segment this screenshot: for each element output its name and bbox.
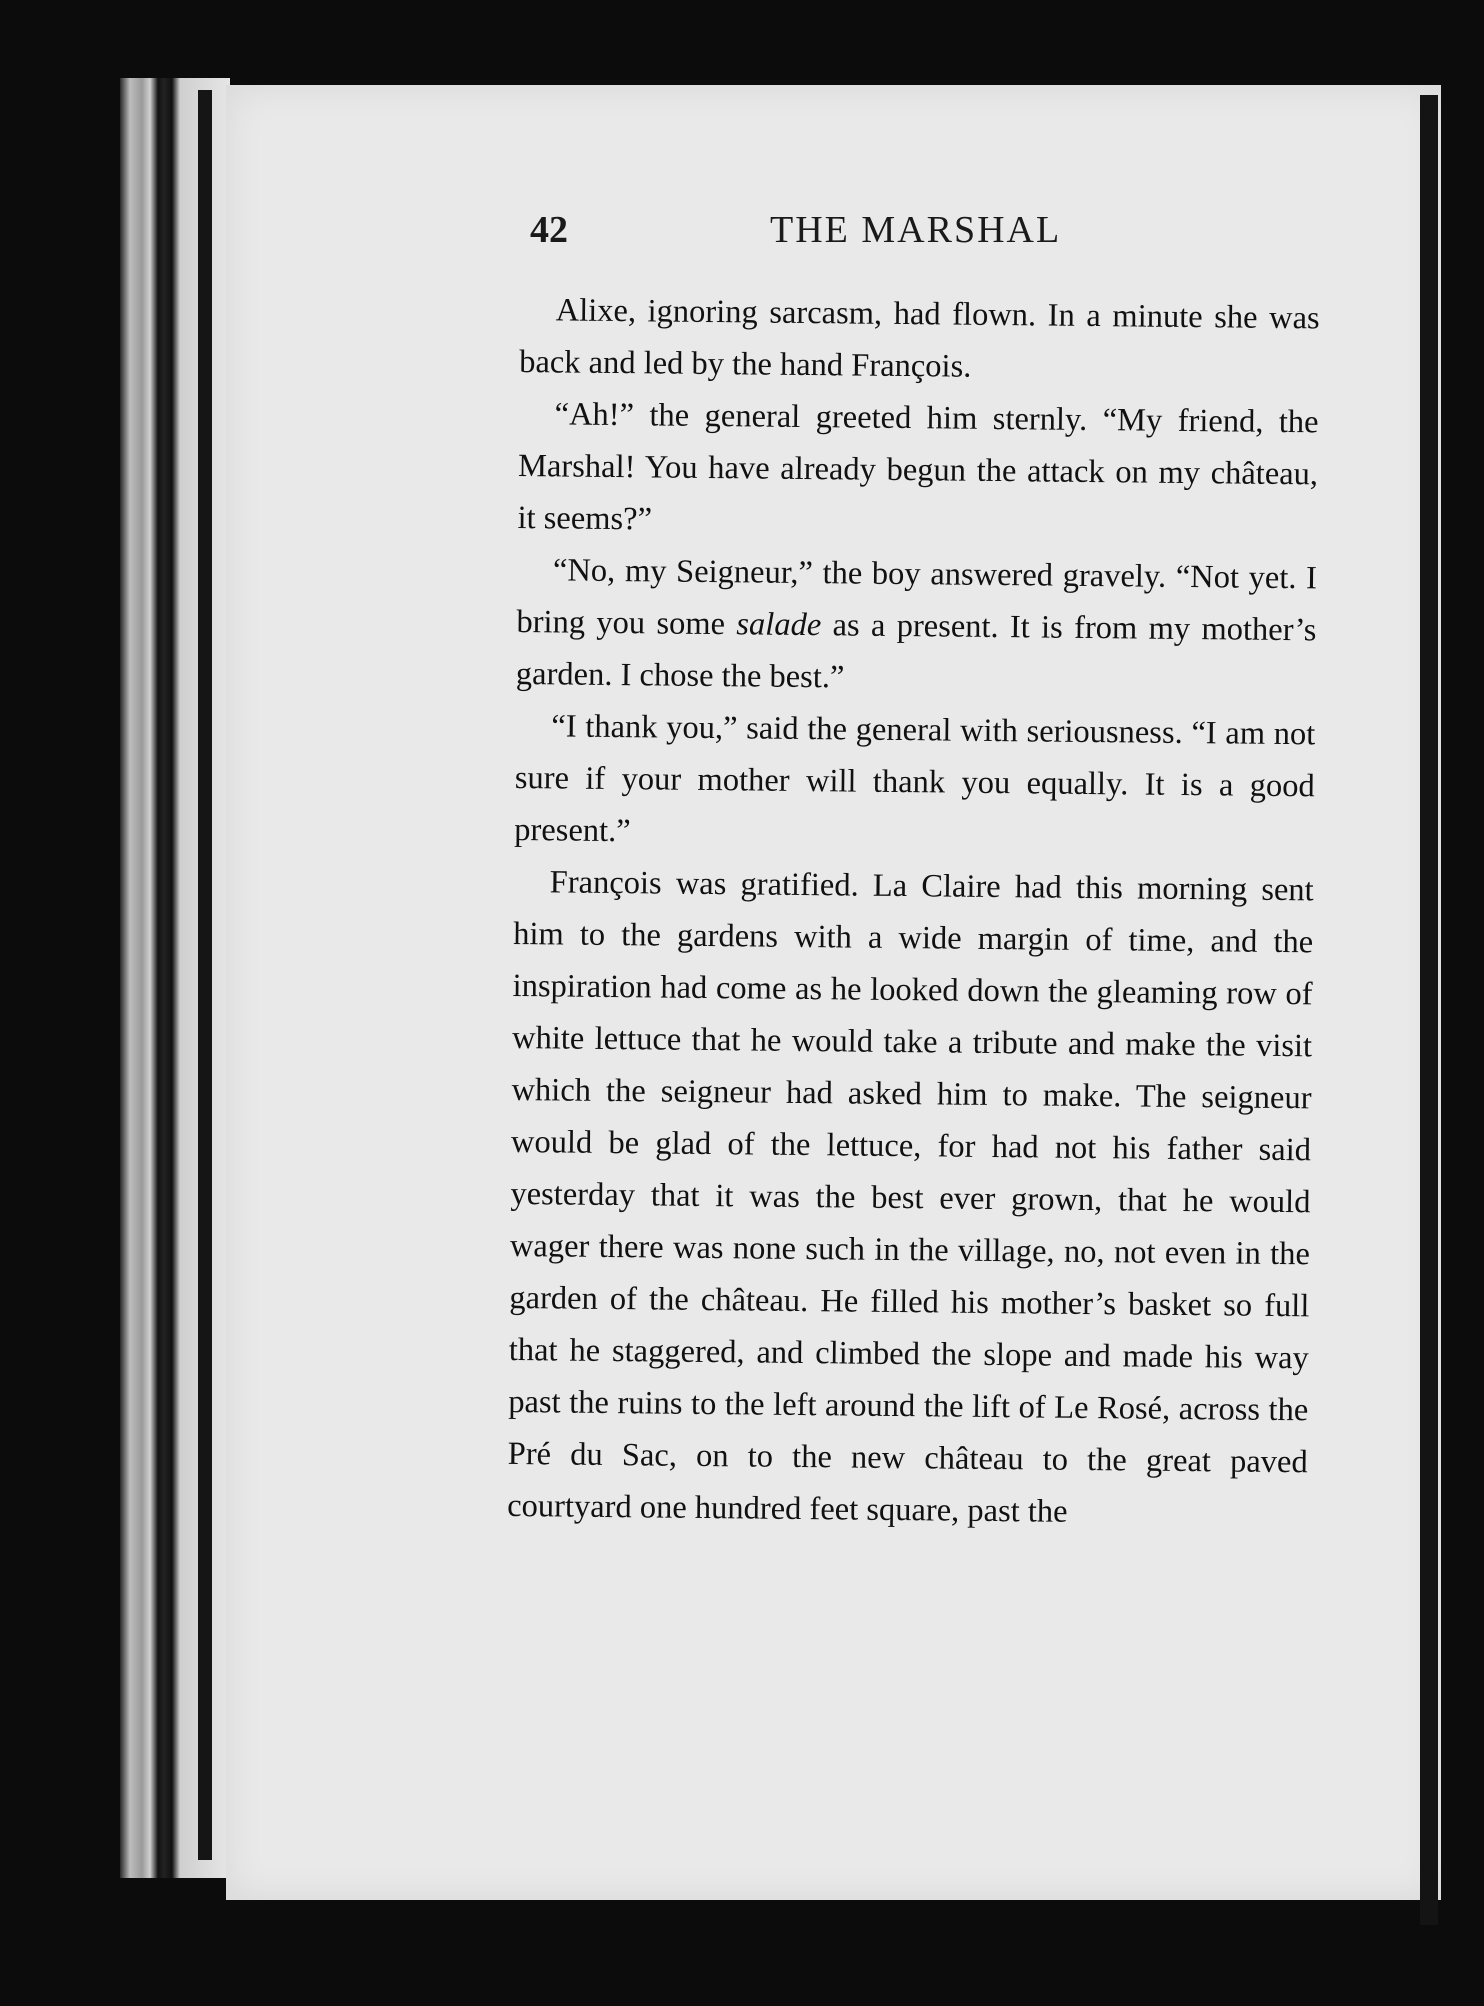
paragraph: François was gratified. La Claire had this morning sent him to the gardens with a wide margin of time, and the inspiration had come as he looked down the gleaming row of white lettuce that he would take a tribute and make the visit which the seigneur had asked him to make. The seigneur would be glad of the lettuce, for had not his father said yesterday that it was the best ever grown, that he would wager there was none such in the village, no, not even in the garden of the château. He filled his mother’s basket so full that he staggered, and climbed the slope and made his way past the ruins to the left around the lift of Le Rosé, across the Pré du Sac, on to the new château to the great paved courtyard one hundred feet square, past the bbox=[507, 864, 1314, 1530]
paragraph: “I thank you,” said the general with seriousness. “I am not sure if your mother will thank you equally. It is a good present.” bbox=[514, 708, 1316, 850]
running-head: THE MARSHAL bbox=[770, 209, 1062, 251]
right-page-edge bbox=[1420, 95, 1438, 1925]
page-header bbox=[530, 208, 1330, 268]
paragraph: “No, my Seigneur,” the boy answered gravely. “Not yet. I bring you some salade as a present. It is from my mother’s garden. I chose the best.” bbox=[515, 552, 1318, 696]
italic-word: salade bbox=[736, 606, 822, 644]
paragraph: Alixe, ignoring sarcasm, had flown. In a minute she was back and led by the hand François. bbox=[518, 292, 1320, 385]
body-text bbox=[507, 284, 1320, 1540]
page-number: 42 bbox=[530, 209, 568, 251]
paragraph: “Ah!” the general greeted him sternly. “My friend, the Marshal! You have already begun the attack on my château, it seems?” bbox=[517, 396, 1319, 538]
binding-shadow bbox=[198, 90, 212, 1860]
book-page-edges bbox=[120, 78, 230, 1878]
